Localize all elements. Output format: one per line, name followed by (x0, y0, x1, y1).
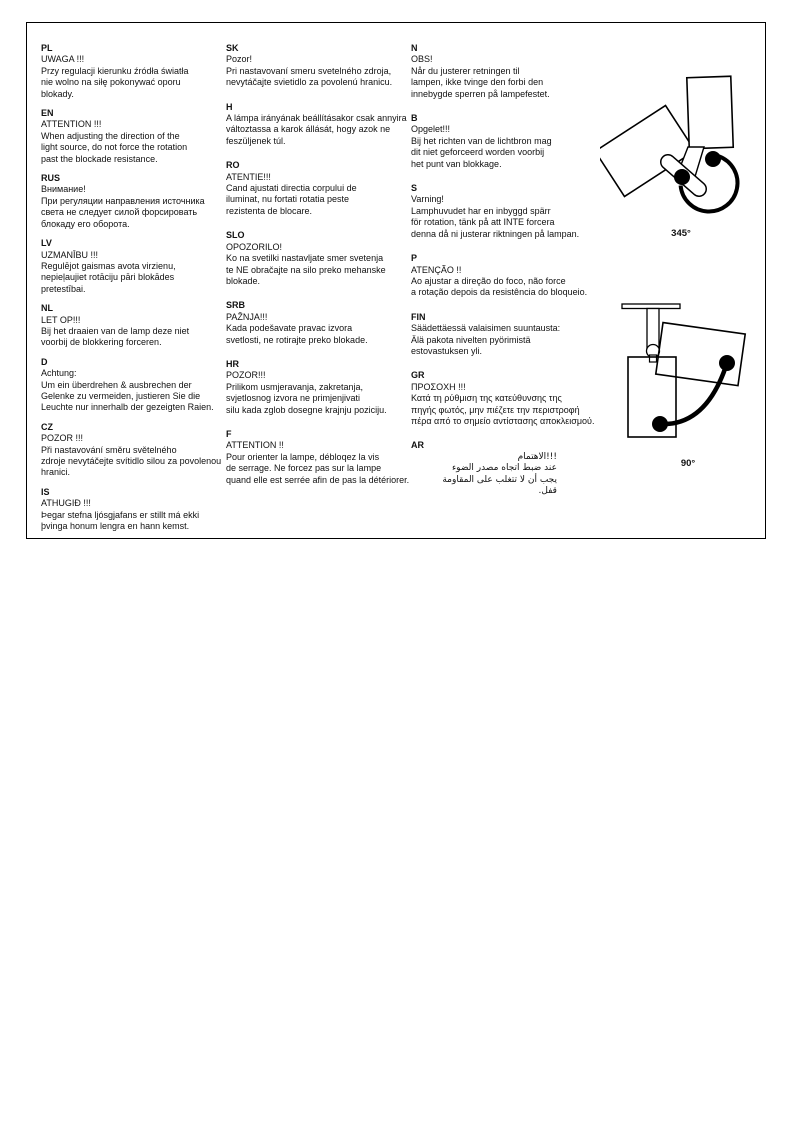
warning-text-line: UWAGA !!! (41, 54, 85, 65)
pivot-joint-icon (674, 169, 690, 185)
warning-text-line: þvinga honum lengra en hann kemst. (41, 521, 190, 532)
warning-text-line: OBS! (411, 54, 433, 65)
warning-text-line: Þegar stefna ljósgjafans er stillt má ekki (41, 509, 200, 520)
warning-text-line: nie wolno na siłę pokonywać oporu (41, 77, 181, 88)
warning-section-f (226, 429, 408, 486)
warning-section-srb (226, 300, 408, 346)
warning-text-line: Når du justerer retningen til (411, 65, 520, 76)
warning-text-line: Säädettäessä valaisimen suuntausta: (411, 323, 561, 334)
warning-text-line: Kada podešavate pravac izvora (226, 323, 353, 334)
language-code: B (411, 113, 418, 124)
warning-text-line: Regulējot gaismas avota virzienu, (41, 260, 176, 271)
joint-screw (650, 355, 657, 362)
warning-text-line: feszüljenek túl. (226, 135, 286, 146)
language-code: FIN (411, 311, 426, 322)
warning-section-s (411, 183, 580, 240)
language-code: P (411, 253, 418, 264)
warning-text-line: változtassa a karok állását, hogy azok ne (226, 124, 391, 135)
mounting-stem (647, 309, 659, 349)
tilt-arc-90 (660, 363, 727, 424)
warning-text-line: nepieļaujiet rotāciju pāri blokādes (41, 272, 175, 283)
language-code: NL (41, 303, 53, 314)
warning-text-line: estovastuksen yli. (411, 345, 483, 356)
warning-text-line: ATHUGIÐ !!! (41, 498, 91, 509)
language-code: HR (226, 358, 239, 369)
warning-text-line: света не следует силой форсировать (41, 207, 198, 218)
warning-section-nl (41, 303, 223, 349)
warning-text-line: svetlosti, ne rotirajte preko blokade. (226, 334, 368, 345)
warning-text-line: blokade. (226, 275, 261, 286)
warning-text-line: Achtung: (41, 368, 77, 379)
warning-text-line: past the blockade resistance. (41, 153, 158, 164)
warning-text-line: Внимание! (41, 184, 86, 195)
warning-text-line: Opgelet!!! (411, 124, 451, 135)
warning-section-b (411, 113, 571, 170)
language-code: AR (411, 440, 424, 451)
warning-text-line: ATENTIE!!! (226, 171, 271, 182)
warning-section-slo (226, 230, 408, 287)
warning-text-line: zdroje nevytáčejte svítidlo silou za povolenou (41, 456, 222, 466)
warning-text-line: Leuchte nur innerhalb der gezeigten Raien. (41, 402, 214, 413)
warning-text-line: innebygde sperren på lampefestet. (411, 88, 550, 99)
warning-text-line: ATTENTION !! (226, 440, 284, 451)
language-code: S (411, 183, 418, 194)
warnings-column-2 (226, 23, 408, 499)
warning-section-rus (41, 173, 223, 230)
warning-text-line: Při nastavování směru světelného (41, 444, 177, 455)
warning-text-line: Prilikom usmjeravanja, zakretanja, (226, 381, 364, 392)
warning-text-line: lampen, ikke tvinge den forbi den (411, 77, 544, 88)
language-code: F (226, 428, 232, 439)
warning-text-line: πηγής φωτός, μην πιέζετε την περιστροφή (411, 404, 580, 415)
warning-text-line: ΠΡΟΣΟΧΗ !!! (411, 381, 466, 392)
warning-text-line: het punt van blokkage. (411, 158, 502, 169)
rotation-angle-label: 345° (671, 228, 691, 239)
warning-section-gr (411, 370, 595, 427)
warning-section-sk (226, 43, 408, 89)
warning-text-line: Pour orienter la lampe, débloqez la vis (226, 451, 380, 462)
warning-text-line: PAŽNJA!!! (226, 311, 268, 322)
warning-text-line: POZOR !!! (41, 433, 84, 444)
warning-text-line: ATENÇÃO !! (411, 264, 462, 275)
warning-section-cz (41, 422, 223, 479)
lamp-tilt-diagram (592, 283, 767, 458)
warning-text-line: rezistenta de blocare. (226, 205, 313, 216)
language-code: PL (41, 43, 53, 53)
warning-text-line: Κατά τη ρύθμιση της κατεύθυνσης της (411, 393, 562, 404)
warning-text-line: ةمواقملا ىلع بلغتت ال نأ بجي (442, 474, 557, 485)
pivot-joint-icon (652, 416, 668, 432)
warning-text-line: Älä pakota nivelten pyörimistä (411, 334, 531, 345)
warning-text-line: Bij het draaien van de lamp deze niet (41, 325, 190, 336)
warning-text-line: för rotation, tänk på att INTE forcera (411, 217, 555, 228)
warning-text-line: ءوضلا ردصم هاجتا طبض دنع (451, 463, 557, 474)
warning-section-fin (411, 312, 571, 358)
warning-text-line: LET OP!!! (41, 314, 81, 325)
language-code: H (226, 101, 233, 112)
tilt-angle-label: 90° (680, 458, 696, 469)
language-code: N (411, 43, 418, 53)
warning-text-line: light source, do not force the rotation (41, 142, 188, 153)
warning-text-line: Ao ajustar a direção do foco, não force (411, 275, 566, 286)
warning-text-line: UZMANĪBU !!! (41, 249, 99, 260)
warning-text-line: hranici. (41, 467, 71, 478)
warning-text-line: Lamphuvudet har en inbyggd spärr (411, 205, 551, 216)
warning-text-line: Um ein überdrehen & ausbrechen der (41, 379, 192, 390)
warning-section-ro (226, 160, 408, 217)
warning-text-line: silu kada zglob dosegne krajnju poziciju. (226, 404, 387, 415)
warning-section-pl (41, 43, 223, 100)
warning-text-line: dit niet geforceerd worden voorbij (411, 147, 545, 158)
warning-section-hr (226, 359, 408, 416)
language-code: EN (41, 108, 54, 119)
language-code: SRB (226, 300, 246, 311)
language-code: LV (41, 238, 52, 249)
warnings-column-1 (41, 23, 223, 540)
ceiling-plate (622, 304, 680, 309)
warning-text-line: Cand ajustati directia corpului de (226, 183, 357, 194)
language-code: SLO (226, 230, 245, 241)
lamp-head-upright (687, 76, 733, 148)
warning-text-line: voorbij de blokkering forceren. (41, 337, 162, 348)
language-code: IS (41, 486, 50, 497)
warning-text-line: Pri nastavovaní smeru svetelného zdroja, (226, 65, 392, 76)
language-code: SK (226, 43, 239, 53)
warning-text-line: denna då ni justerar riktningen på lampan. (411, 228, 580, 239)
pivot-joint-icon (719, 355, 735, 371)
warning-text-line: Bij het richten van de lichtbron mag (411, 135, 552, 146)
lamp-head-tilted (656, 323, 745, 386)
pivot-joint-icon (705, 151, 721, 167)
warning-text-line: When adjusting the direction of the (41, 130, 180, 141)
warning-text-line: Pozor! (226, 54, 253, 65)
warning-text-line: iluminat, nu fortati rotatia peste (226, 194, 350, 205)
warning-section-p (411, 253, 588, 299)
warning-text-line: .لفق (538, 486, 557, 496)
warning-text-line: pretestībai. (41, 283, 86, 294)
language-code: GR (411, 370, 425, 381)
warning-section-d (41, 357, 223, 414)
warning-text-line: Ko na svetilki nastavljate smer svetenja (226, 253, 384, 264)
warning-text-line: blokady. (41, 88, 74, 99)
warning-section-n (411, 43, 571, 100)
warning-text-line: A lámpa irányának beállításakor csak annyira (226, 113, 407, 124)
warning-text-line: OPOZORILO! (226, 241, 283, 252)
warning-text-line: POZOR!!! (226, 370, 266, 381)
language-code: CZ (41, 421, 53, 432)
warning-text-line: svjetlosnog izvora ne primjenjivati (226, 393, 361, 404)
warning-text-line: nevytáčajte svietidlo za povolenú hranicu. (226, 77, 393, 88)
warning-text-line: quand elle est serrée afin de pas la détériorer. (226, 474, 410, 485)
warning-text-line: de serrage. Ne forcez pas sur la lampe (226, 463, 382, 474)
language-code: RUS (41, 173, 61, 184)
warning-section-h (226, 102, 408, 148)
warning-text-line: مامتهالا!!! (517, 451, 557, 462)
warning-section-lv (41, 238, 223, 295)
warning-text-line: При регуляции направления источника (41, 195, 205, 206)
warning-section-is (41, 487, 223, 533)
warning-section-en (41, 108, 223, 165)
warning-text-line: Przy regulacji kierunku źródła światła (41, 65, 189, 76)
warnings-column-3 (411, 23, 595, 510)
warning-text-line: te NE obračajte na silo preko mehanske (226, 264, 386, 275)
warning-text-line: a rotação depois da resistência do bloqueio. (411, 287, 588, 298)
warning-section-ar (411, 440, 571, 497)
lamp-rotation-diagram (600, 58, 765, 223)
warning-text-line: πέρα από το σημείο αντίστασης αποκλεισμού. (411, 415, 595, 426)
language-code: RO (226, 160, 240, 171)
warning-text-line: блокаду его оборота. (41, 218, 130, 229)
warning-text-line: Varning! (411, 194, 444, 205)
warning-text-line: Gelenke zu vermeiden, justieren Sie die (41, 390, 201, 401)
language-code: D (41, 356, 48, 367)
warning-text-line: ATTENTION !!! (41, 119, 102, 130)
